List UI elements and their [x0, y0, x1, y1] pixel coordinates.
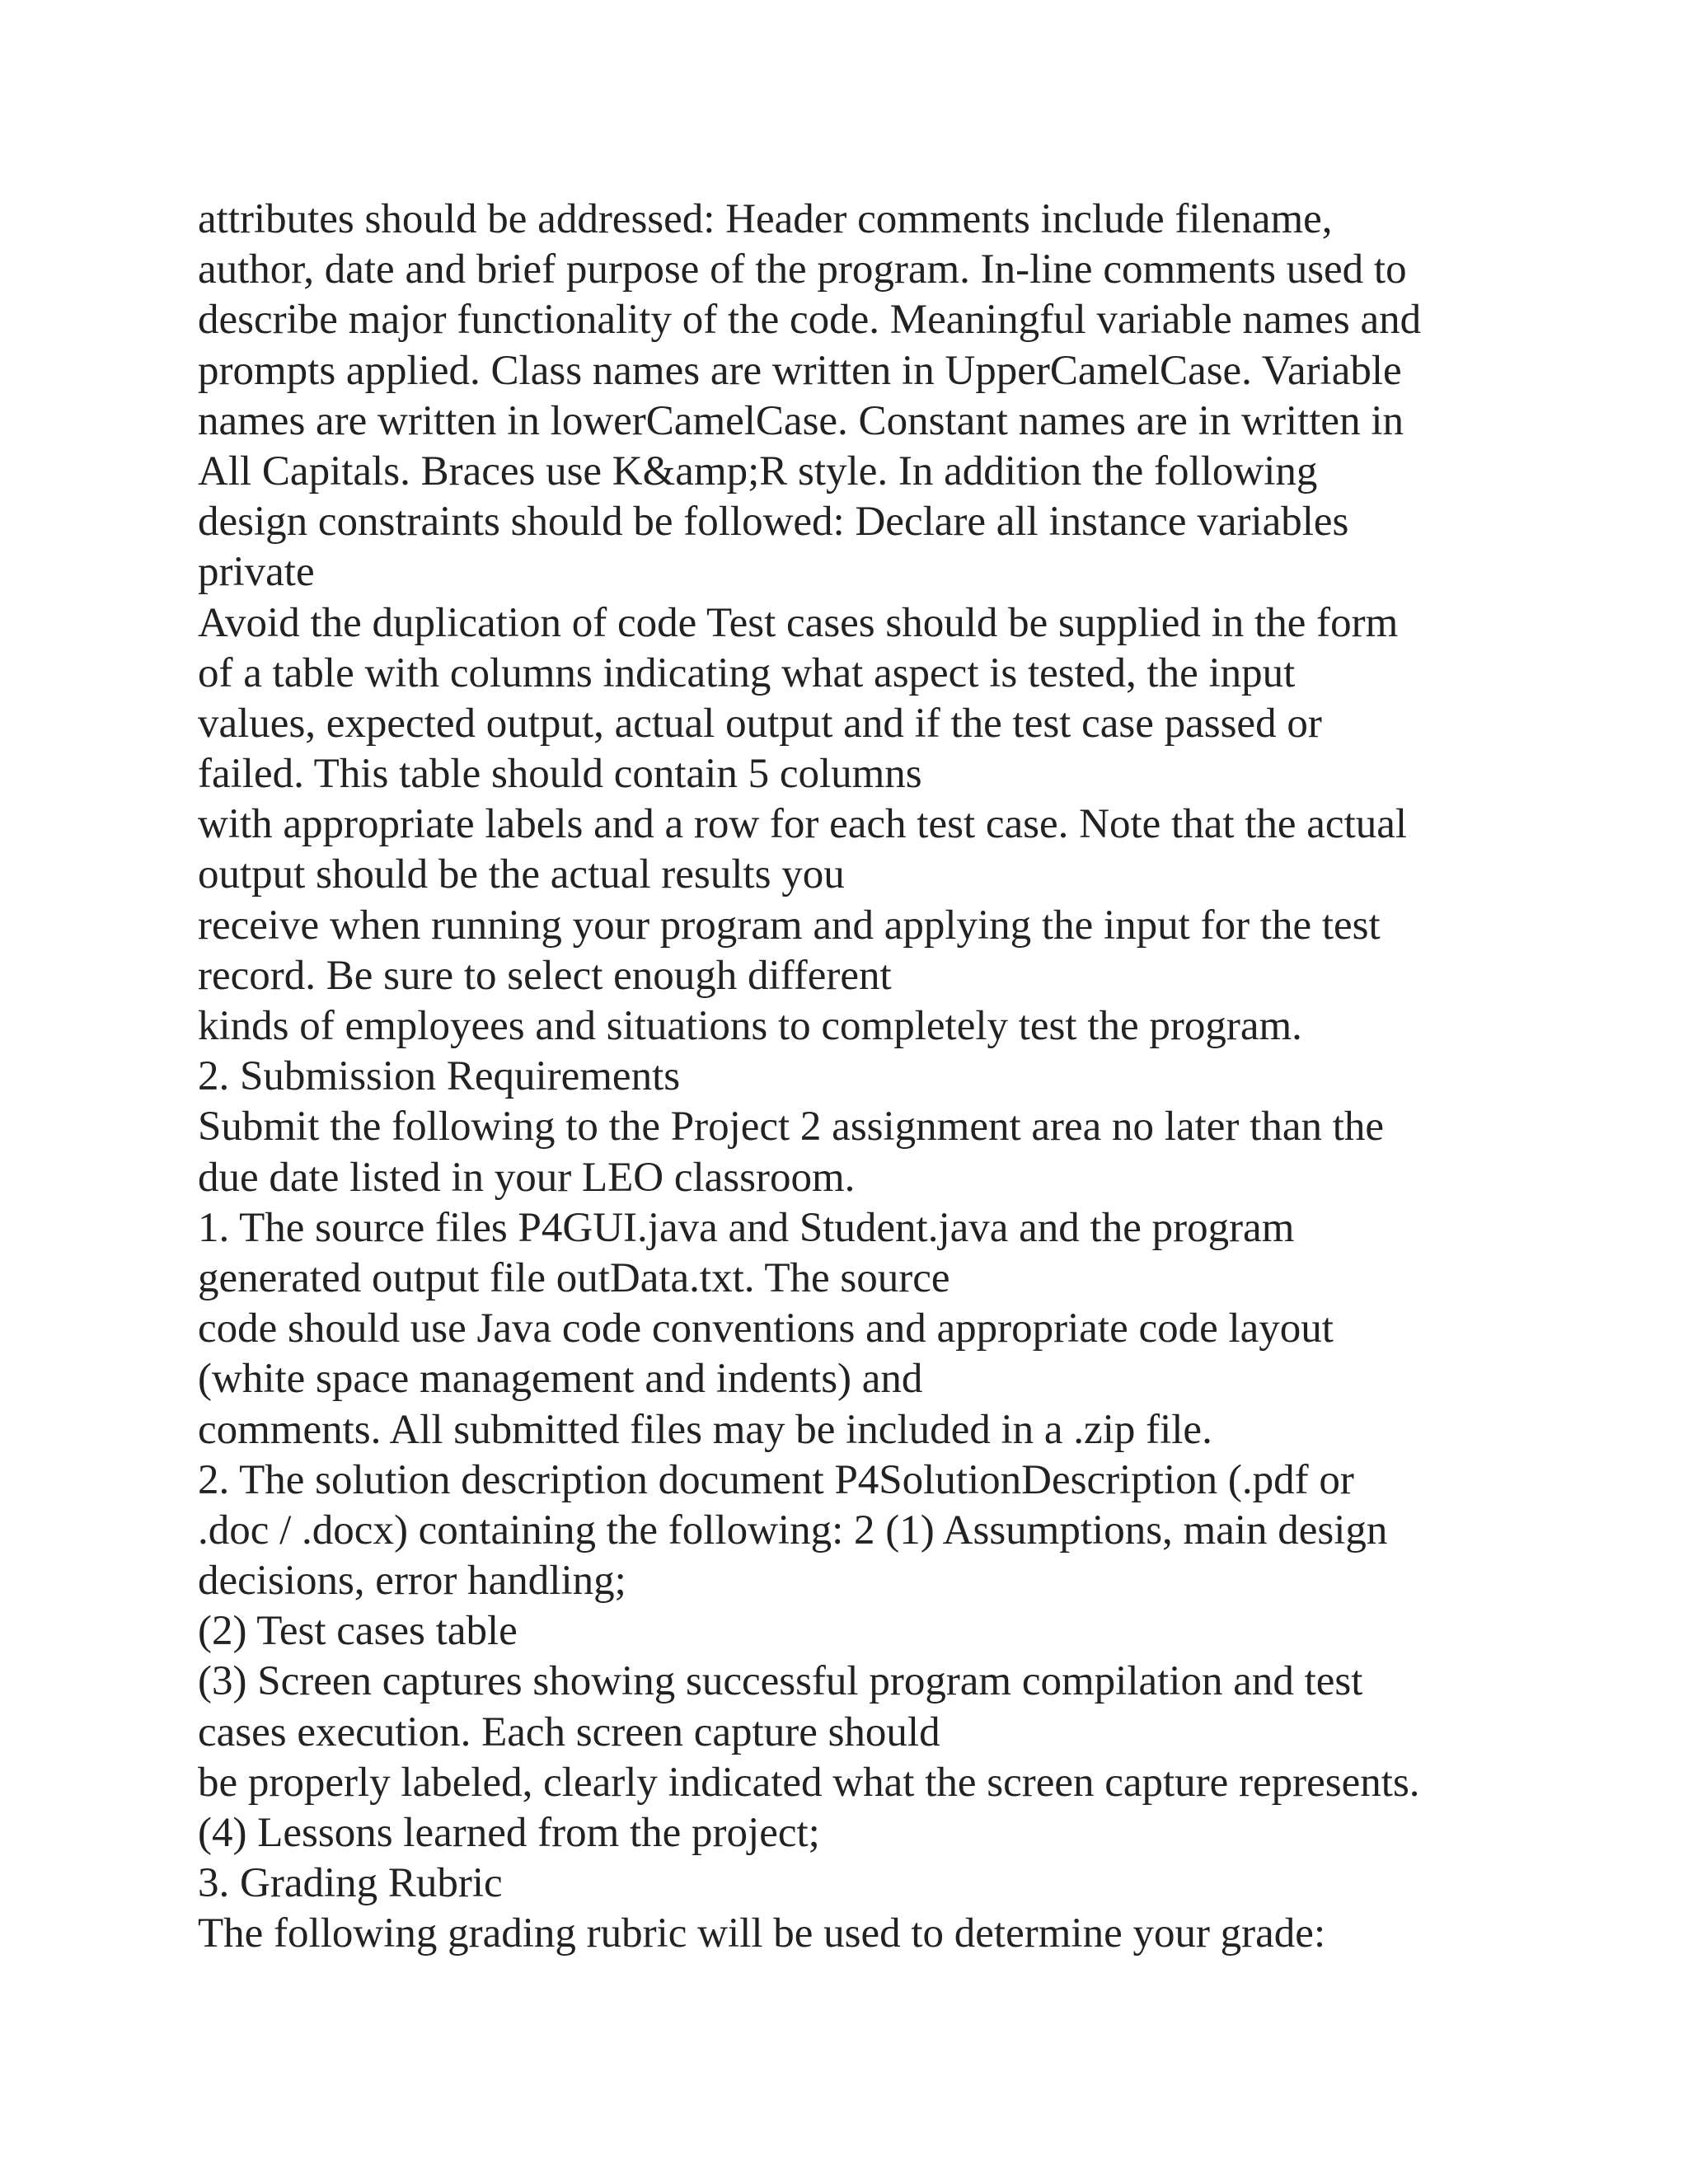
text-line: prompts applied. Class names are written in UpperCamelCase. Variable: [198, 347, 1402, 394]
document-body: [198, 194, 1517, 1960]
text-line: author, date and brief purpose of the program. In-line comments used to: [198, 246, 1407, 293]
section-heading-submission: 2. Submission Requirements: [198, 1053, 681, 1100]
text-line: 1. The source files P4GUI.java and Student.java and the program: [198, 1204, 1295, 1251]
text-line: Submit the following to the Project 2 assignment area no later than the: [198, 1104, 1385, 1151]
text-line: failed. This table should contain 5 columns: [198, 751, 922, 798]
text-line: code should use Java code conventions and appropriate code layout: [198, 1305, 1334, 1352]
text-line: private: [198, 549, 315, 596]
text-line: (2) Test cases table: [198, 1608, 518, 1655]
text-line: design constraints should be followed: Declare all instance variables: [198, 499, 1349, 546]
text-line: due date listed in your LEO classroom.: [198, 1154, 856, 1201]
text-line: output should be the actual results you: [198, 851, 845, 898]
text-line: kinds of employees and situations to completely test the program.: [198, 1003, 1302, 1049]
section-heading-grading-rubric: 3. Grading Rubric: [198, 1860, 503, 1907]
text-line: be properly labeled, clearly indicated what the screen capture represents.: [198, 1759, 1420, 1806]
text-line: (white space management and indents) and: [198, 1356, 923, 1403]
text-line: (3) Screen captures showing successful program compilation and test: [198, 1658, 1363, 1705]
text-line: record. Be sure to select enough different: [198, 952, 892, 999]
text-line: Avoid the duplication of code Test cases should be supplied in the form: [198, 599, 1399, 646]
text-line: with appropriate labels and a row for each test case. Note that the actual: [198, 801, 1408, 848]
text-line: .doc / .docx) containing the following: 2 (1) Assumptions, main design: [198, 1507, 1388, 1554]
text-line: describe major functionality of the code. Meaningful variable names and: [198, 297, 1422, 344]
text-line: of a table with columns indicating what aspect is tested, the input: [198, 649, 1296, 696]
text-line: names are written in lowerCamelCase. Constant names are in written in: [198, 397, 1404, 444]
text-line: decisions, error handling;: [198, 1558, 626, 1605]
text-line: values, expected output, actual output and if the test case passed or: [198, 700, 1322, 747]
text-line: 2. The solution description document P4SolutionDescription (.pdf or: [198, 1456, 1354, 1503]
text-line: attributes should be addressed: Header comments include filename,: [198, 196, 1333, 242]
text-line: generated output file outData.txt. The source: [198, 1254, 950, 1301]
text-line: receive when running your program and applying the input for the test: [198, 902, 1381, 949]
text-line: cases execution. Each screen capture should: [198, 1708, 940, 1755]
text-line: All Capitals. Braces use K&amp;R style. In addition the following: [198, 448, 1318, 494]
text-line: The following grading rubric will be used to determine your grade:: [198, 1910, 1326, 1957]
text-line: comments. All submitted files may be included in a .zip file.: [198, 1406, 1212, 1453]
text-line: (4) Lessons learned from the project;: [198, 1810, 820, 1856]
